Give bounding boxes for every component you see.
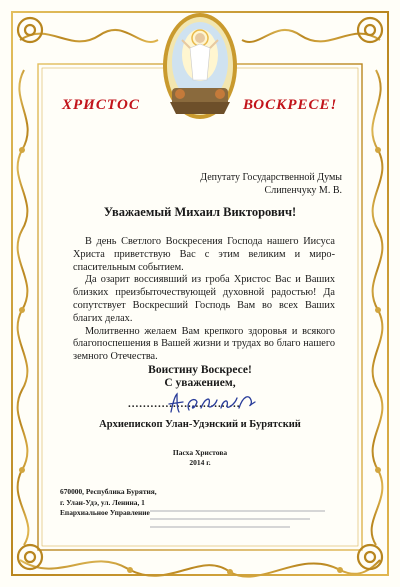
signature-dotted-line: .............................. — [128, 398, 241, 410]
recipient-name: Слипенчуку М. В. — [264, 185, 342, 196]
closing-regards: С уважением, — [164, 377, 236, 389]
date-occasion: Пасха Христова — [172, 448, 228, 457]
address-block — [60, 487, 157, 519]
address-line-2: г. Улан-Удэ, ул. Ленина, 1 — [60, 497, 145, 507]
paragraph-2: Да озарит воссиявший из гроба Христос Вас и Ваших близких преизбыточествующей духовной радостью! Да сопутствует Воскресший Господь Вам во всех Ваших благих делах. — [73, 274, 335, 324]
paragraph-1: В день Светлого Воскресения Господа нашего Иисуса Христа приветствую Вас с этим великим и мироспасительным событием. — [73, 236, 335, 273]
closing-exclamation: Воистину Воскресе! — [148, 364, 252, 376]
address-line-1: 670000, Республика Бурятия, — [60, 487, 157, 496]
paragraph-3: Молитвенно желаем Вам крепкого здоровья и всякого благопоспешения в Вашей жизни и трудах во благо нашего земного Отечества. — [73, 325, 335, 363]
handwritten-signature — [165, 388, 260, 418]
recipient-block — [200, 171, 342, 197]
date-year: 2014 г. — [189, 457, 211, 467]
recipient-title: Депутату Государственной Думы — [200, 172, 342, 183]
address-line-3: Епархиальное Управление — [60, 508, 150, 517]
resurrection-icon — [160, 10, 240, 122]
greeting: Уважаемый Михаил Викторович! — [103, 205, 297, 219]
header-title-left: ХРИСТОС — [62, 97, 140, 113]
header-title-right: ВОСКРЕСЕ! — [243, 97, 338, 113]
date-block — [0, 448, 400, 467]
letter-body — [73, 236, 335, 364]
signer-title: Архиепископ Улан-Удэнский и Бурятский — [99, 419, 301, 430]
